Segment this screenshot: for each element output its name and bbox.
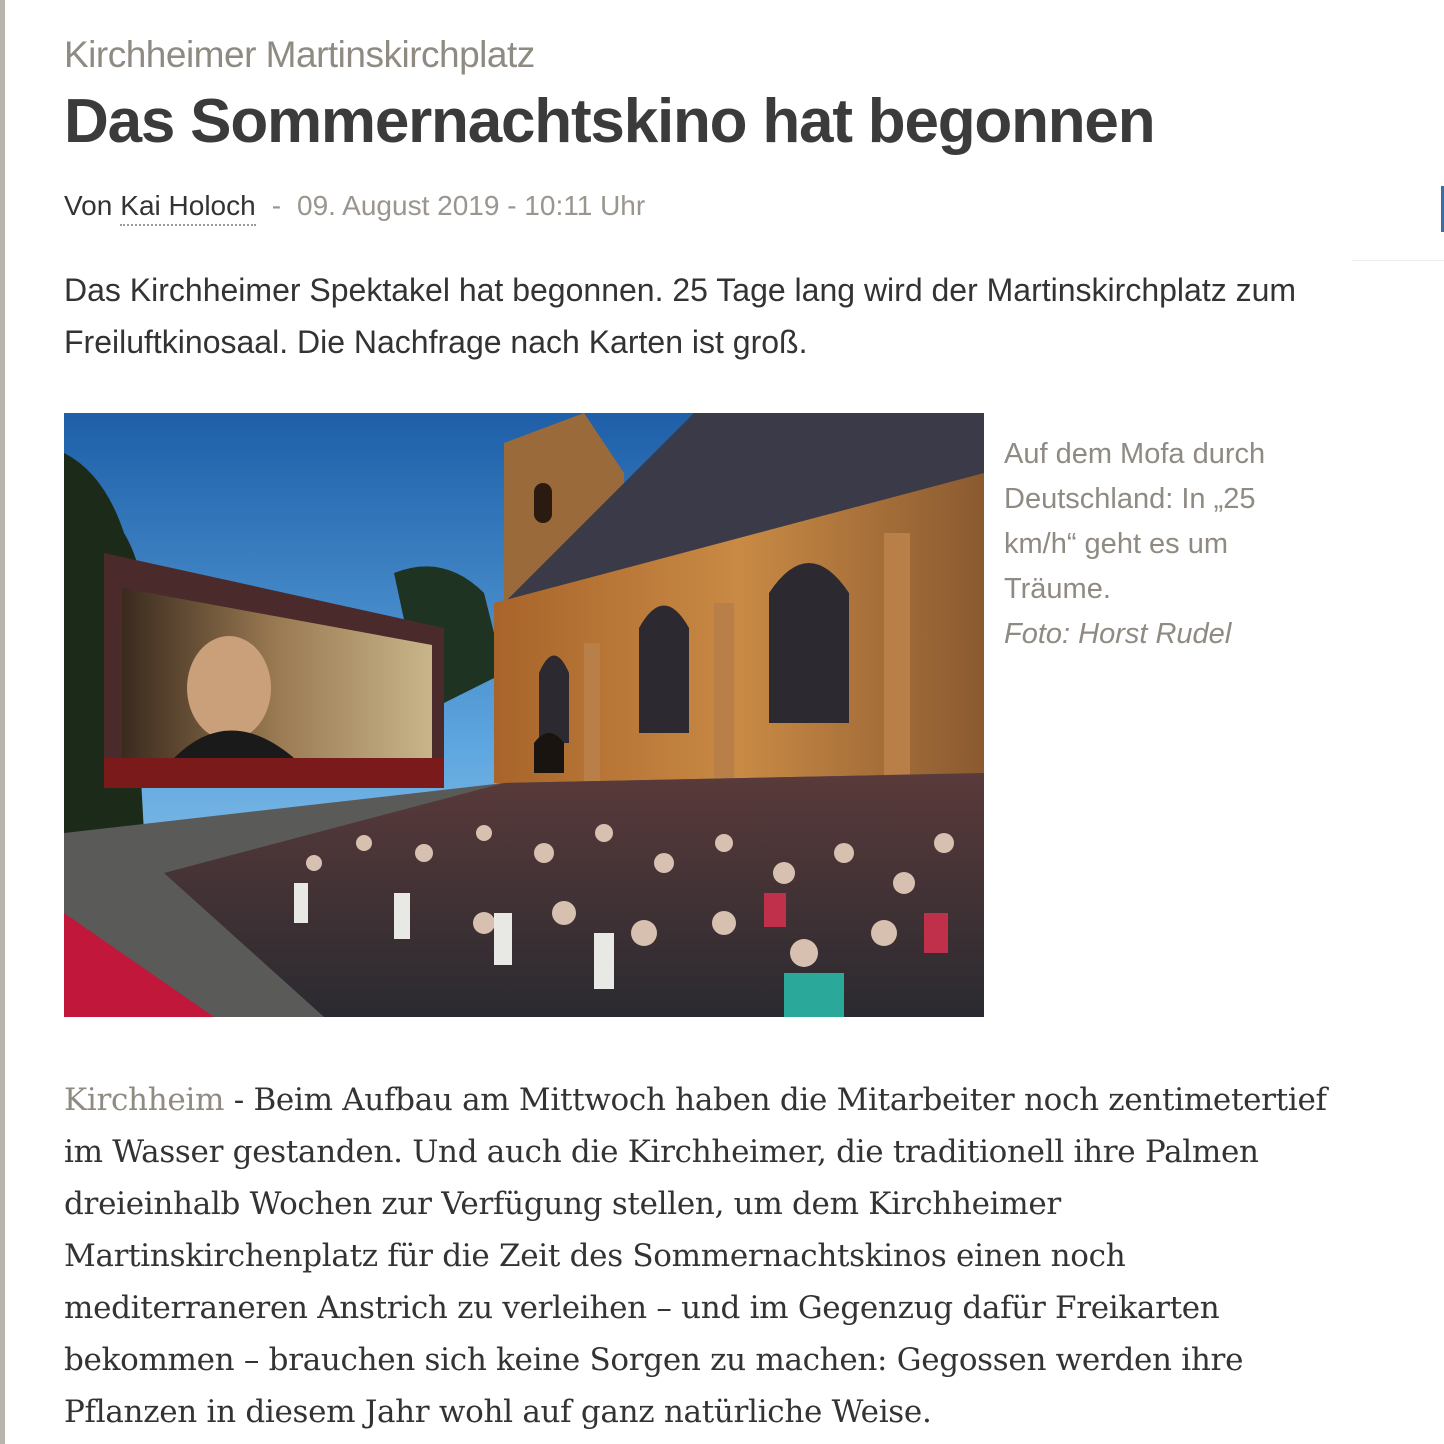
photo-credit: Foto: Horst Rudel bbox=[1004, 618, 1232, 650]
photo-caption bbox=[1004, 432, 1294, 657]
article-lead: Das Kirchheimer Spektakel hat begonnen. 25 Tage lang wird der Martinskirchplatz zum Freiluftkinosaal. Die Nachfrage nach Karten ist groß. bbox=[64, 272, 1297, 360]
byline-prefix: Von bbox=[64, 190, 113, 221]
left-border-rule bbox=[0, 0, 5, 1444]
body-dateline: Kirchheim bbox=[64, 1082, 225, 1118]
publish-date: 09. August 2019 - 10:11 Uhr bbox=[297, 190, 646, 221]
body-paragraph: - Beim Aufbau am Mittwoch haben die Mitarbeiter noch zentimetertief im Wasser gestanden. Und auch die Kirchheimer, die traditionell ihre Palmen dreieinhalb Wochen zur Verfügung stellen, um dem Kirchheimer Martinskirchenplatz für die Zeit des Sommernachtskinos einen noch mediterraneren Anstrich zu verleihen – und im Gegenzug dafür Freikarten bekommen – brauchen sich keine Sorgen zu machen: Gegossen werden ihre Pflanzen in diesem Jahr wohl auf ganz natürliche Weise. bbox=[64, 1082, 1327, 1430]
article-kicker: Kirchheimer Martinskirchplatz bbox=[64, 34, 535, 75]
caption-text: Auf dem Mofa durch Deutschland: In „25 km/h“ geht es um Träume. bbox=[1004, 438, 1266, 605]
open-air-cinema-photo bbox=[64, 413, 984, 1017]
right-edge-divider bbox=[1352, 260, 1444, 261]
article-body bbox=[64, 1074, 1354, 1438]
article-photo[interactable] bbox=[64, 413, 984, 1017]
article-headline: Das Sommernachtskino hat begonnen bbox=[64, 87, 1155, 156]
author-link[interactable]: Kai Holoch bbox=[120, 190, 255, 226]
byline bbox=[64, 190, 645, 226]
byline-separator: - bbox=[271, 190, 282, 221]
